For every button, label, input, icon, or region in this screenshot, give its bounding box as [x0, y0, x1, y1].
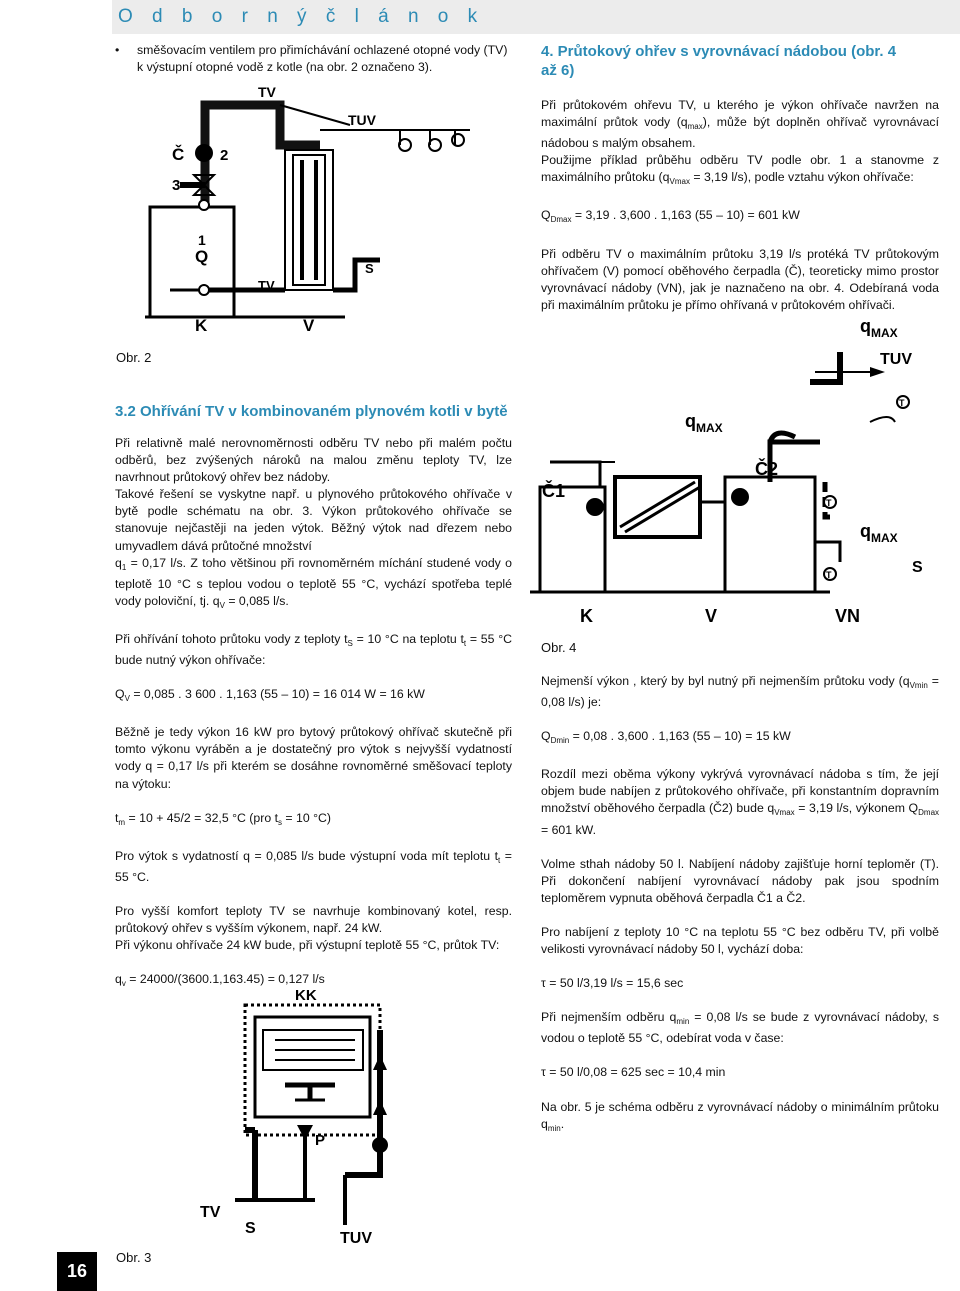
- fig4-label-k: K: [580, 606, 593, 626]
- formula: $Q_V = 0,085$ . 3 600 . 1,163 (55 – 10) = 16 014 W = 16 kW: [115, 687, 425, 704]
- fig4-label-t1: T: [899, 398, 905, 408]
- paragraph: Volme sthah nádoby 50 l. Nabíjení nádoby zajišťuje horní teploměr (T). Při dokončení nabíjení vyrovnávací nádoby pak jsou spodním teploměrem vypnuta oběhová čerpadla Č1 a Č2.: [541, 856, 939, 905]
- paragraph: Rozdíl mezi oběma výkony vykrývá vyrovnávací nádoba s tím, že její objem bude nabíjen z průtokového ohřívače, při konstantním dopravním množství oběhového čerpadla (Č2) bude $q_{Vmax} = 3,19$ l/s, výkonem $Q_{Dmax} = 601$ kW.: [541, 767, 940, 837]
- fig2-label-v: V: [303, 316, 315, 335]
- paragraph: Při výkonu ohřívače 24 kW bude, při výstupní teplotě 55 °C, průtok TV:: [115, 938, 500, 953]
- paragraph: Běžně je tedy výkon 16 kW pro bytový průtokový ohřívač skutečně při tomto výkonu vyráběn a je dostatečný pro výtok s nejvyšší vydatností vody q = 0,17 l/s při kterém se dosáhne rovnoměrné směšovací teploty na výtoku:: [115, 725, 512, 791]
- fig3-label-p: P: [315, 1132, 326, 1149]
- formula: $Q_{Dmax} = 3,19$ . 3,600 . 1,163 (55 – 10) = 601 kW: [541, 208, 800, 225]
- fig4-label-v: V: [705, 606, 718, 626]
- fig2-label-tv2: TV: [258, 278, 275, 293]
- section-heading-4: 4. Průtokový ohřev s vyrovnávací nádobou (obr. 4 až 6): [541, 43, 897, 79]
- fig3-label-s: S: [245, 1220, 256, 1237]
- paragraph: Nejmenší výkon , který by byl nutný při nejmenším průtoku vody ($q_{Vmin} = 0,08$ l/s) je:: [541, 674, 939, 710]
- formula: $Q_{Dmin} = 0,08$ . 3,600 . 1,163 (55 – 10) = 15 kW: [541, 729, 791, 746]
- fig4-label-c2: Č2: [755, 459, 779, 479]
- fig4-label-qmax-1: $q_{MAX}$: [860, 316, 898, 340]
- paragraph: Pro nabíjení z teploty 10 °C na teplotu 55 °C bez odběru TV, při volbě velikosti vyrovnávací nádoby 50 l, vychází doba:: [541, 924, 939, 957]
- bullet-text: směšovacím ventilem pro přimíchávání ochlazené otopné vody (TV) k výstupní otopné vodě z kotle (na obr. 2 označeno 3).: [137, 43, 508, 75]
- section-heading-3-2: 3.2 Ohřívání TV v kombinovaném plynovém kotli v bytě: [115, 403, 508, 420]
- right-text-bottom: [541, 673, 939, 1137]
- fig3-label-kk: KK: [295, 987, 317, 1004]
- paragraph: Takové řešení se vyskytne např. u plynového průtokového ohřívače v bytě podle schématu na obr. 3. Výkon průtokového ohřívače se stanovuje nejčastěji na jeden výtok. Běžný výtok nad dřezem nebo umyvadlem dává průtočné množství: [115, 487, 512, 553]
- fig4-label-qmax-3: $q_{MAX}$: [860, 521, 898, 545]
- paragraph: Pro výtok s vydatností q = 0,085 l/s bude výstupní voda mít teplotu $t_t = 55$ °C.: [115, 848, 512, 884]
- formula: τ = 50 l/3,19 l/s = 15,6 sec: [541, 976, 684, 991]
- fig4-label-t3: T: [826, 570, 832, 580]
- right-text-top: [541, 97, 939, 314]
- figure-3-caption: Obr. 3: [116, 1250, 152, 1265]
- paragraph: Použijme příklad průběhu odběru TV podle obr. 1 a stanovme z maximálního průtoku ($q_{Vmax} = 3,19$ l/s), podle vztahu výkon ohřívače:: [541, 153, 939, 187]
- fig2-label-q: Q: [195, 247, 209, 266]
- fig4-label-qmax-2: $q_{MAX}$: [685, 411, 723, 435]
- paragraph: Na obr. 5 je schéma odběru z vyrovnávací nádoby o minimálním průtoku $q_{min}$.: [541, 1099, 939, 1133]
- paragraph: Při odběru TV o maximálním průtoku 3,19 l/s protéká TV průtokovým ohřívačem (V) pomocí oběhového čerpadla (Č), teoreticky mimo prostor vyrovnávací nádoby (VN), jak je naznačeno na obr. 4. Odebíraná voda při maximálním průtoku je přímo ohřívaná v průtokovém ohřívači.: [541, 246, 939, 312]
- fig2-label-3: 3: [172, 177, 181, 194]
- fig2-label-c: Č: [172, 145, 185, 164]
- page-number: 16: [57, 1252, 97, 1291]
- figure-2-caption: Obr. 2: [116, 350, 152, 365]
- paragraph: $q_1 = 0,17$ l/s. Z toho většinou při rovnoměrném míchání studené vody o teplotě 10 °C s teplou vodou o teplotě 55 °C, vychází spotřeba teplé vody poloviční, tj. $q_V = 0,085$ l/s.: [115, 555, 512, 610]
- formula: $t_m = 10 + 45/2 = 32,5$ °C (pro $t_s = 10$ °C): [115, 810, 332, 827]
- fig2-label-s: S: [365, 261, 374, 276]
- fig3-label-tuv: TUV: [340, 1230, 372, 1247]
- fig3-label-tv: TV: [200, 1204, 221, 1221]
- paragraph: Pro vyšší komfort teploty TV se navrhuje kombinovaný kotel, resp. průtokový ohřev s vyšším výkonem, např. 24 kW.: [115, 903, 512, 935]
- figure-2-diagram: [150, 85, 490, 340]
- fig4-label-s: S: [912, 559, 923, 576]
- left-text-block: [115, 435, 512, 992]
- fig2-label-2: 2: [220, 147, 229, 164]
- figure-4-caption: Obr. 4: [541, 640, 577, 655]
- fig2-label-k: K: [195, 316, 208, 335]
- paragraph: Při relativně malé nerovnoměrnosti odběru TV nebo při malém počtu odběrů, bez zvýšených nároků na malou změnu teploty TV, lze navrhnout průtokový ohřev bez nádoby.: [115, 436, 512, 485]
- fig2-label-1: 1: [198, 232, 206, 248]
- fig4-label-tuv: TUV: [880, 351, 912, 368]
- fig2-label-tv: TV: [258, 84, 276, 100]
- section-title: O d b o r n ý č l á n o k: [118, 6, 485, 27]
- fig4-label-c1: Č1: [542, 481, 566, 501]
- figure-3-diagram: [195, 975, 445, 1245]
- formula: $q_v = 24000/(3600.1,163.45) = 0,127$ l/s: [115, 972, 325, 989]
- bullet-icon: •: [115, 43, 120, 57]
- fig4-label-t2: T: [826, 498, 832, 508]
- fig2-label-tuv: TUV: [348, 112, 376, 128]
- figure-4-diagram: [540, 312, 940, 627]
- bullet-item: [115, 42, 510, 76]
- formula: τ = 50 l/0,08 = 625 sec = 10,4 min: [541, 1065, 726, 1080]
- fig4-label-vn: VN: [835, 606, 861, 626]
- paragraph: Při nejmenším odběru $q_{min} = 0,08$ l/s se bude z vyrovnávací nádoby, s vodou o teplotě 55 °C, odebírat voda v čase:: [541, 1010, 939, 1046]
- paragraph: Při ohřívání tohoto průtoku vody z teploty $t_S = 10$ °C na teplotu $t_t = 55$ °C bude nutný výkon ohřívače:: [115, 631, 512, 668]
- paragraph: Při průtokovém ohřevu TV, u kterého je výkon ohřívače navržen na maximální průtok vody $(q_{max})$, může být doplněn ohřívač vyrovnávací nádobou s malým obsahem.: [541, 98, 939, 151]
